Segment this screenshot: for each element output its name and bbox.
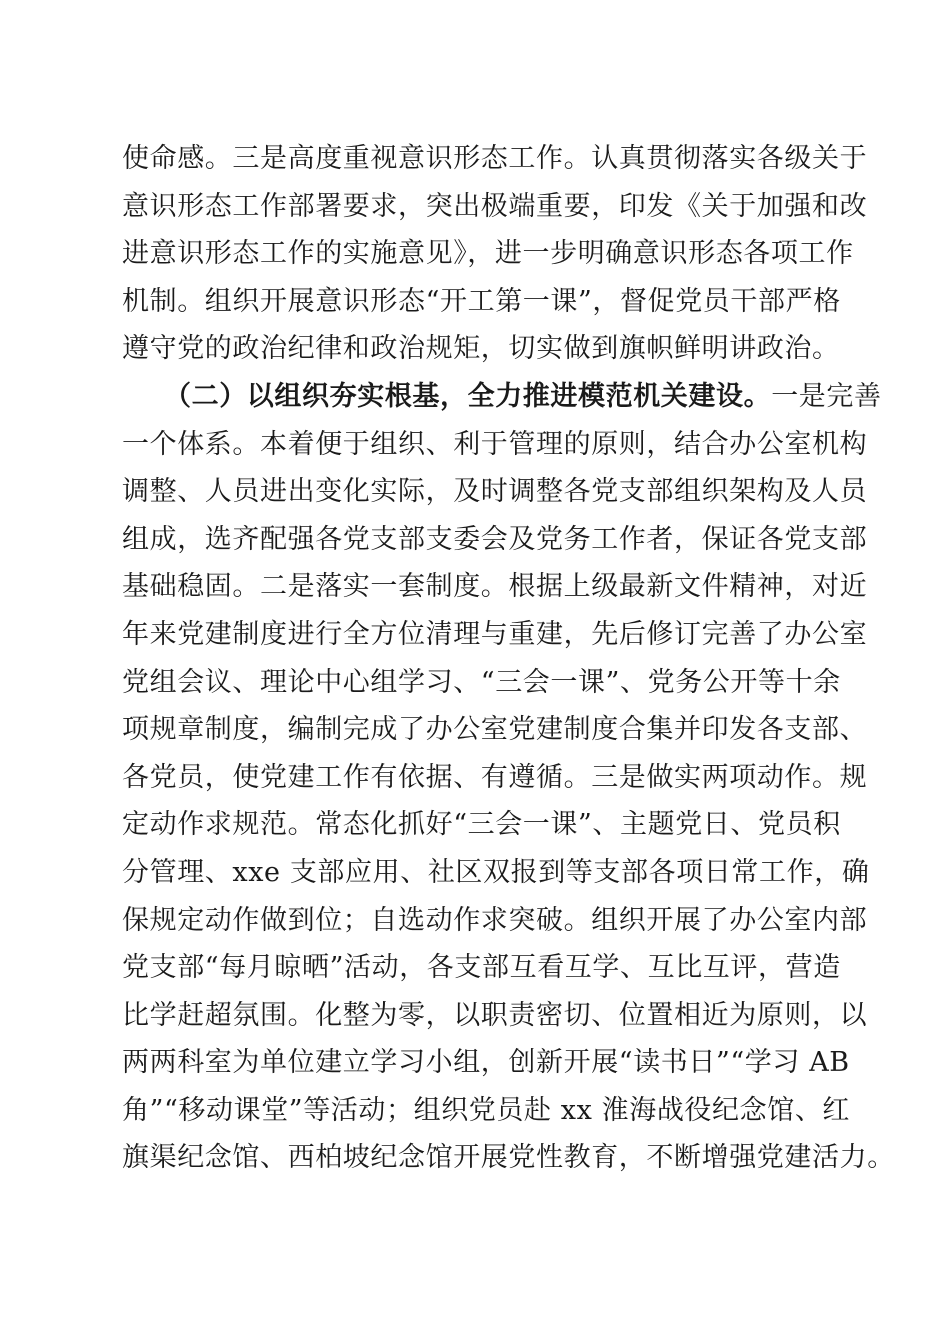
text-line	[122, 373, 882, 421]
text-line: 分管理、xxe 支部应用、社区双报到等支部各项日常工作，确	[122, 856, 870, 888]
text-line: 机制。组织开展意识形态“开工第一课”，督促党员干部严格	[122, 285, 841, 317]
text-line: 党组会议、理论中心组学习、“三会一课”、党务公开等十余	[122, 666, 841, 698]
text-fragment: 一是完善	[771, 380, 882, 412]
text-line: 旗渠纪念馆、西柏坡纪念馆开展党性教育，不断增强党建活力。	[122, 1142, 895, 1174]
text-line: 组成，选齐配强各党支部支委会及党务工作者，保证各党支部	[122, 523, 868, 555]
text-line: 一个体系。本着便于组织、利于管理的原则，结合办公室机构	[122, 428, 868, 460]
section-heading: （二）以组织夯实根基，全力推进模范机关建设。	[164, 380, 772, 412]
text-line: 党支部“每月晾晒”活动，各支部互看互学、互比互评，营造	[122, 952, 841, 984]
text-line: 各党员，使党建工作有依据、有遵循。三是做实两项动作。规	[122, 761, 868, 793]
text-line: 使命感。三是高度重视意识形态工作。认真贯彻落实各级关于	[122, 143, 868, 174]
text-line: 调整、人员进出变化实际，及时调整各党支部组织架构及人员	[122, 476, 868, 508]
text-line: 两两科室为单位建立学习小组，创新开展“读书日”“学习 AB	[122, 1047, 850, 1079]
text-line: 遵守党的政治纪律和政治规矩，切实做到旗帜鲜明讲政治。	[122, 333, 840, 365]
text-line: 年来党建制度进行全方位清理与重建，先后修订完善了办公室	[122, 618, 868, 650]
text-line: 保规定动作做到位；自选动作求突破。组织开展了办公室内部	[122, 904, 868, 936]
text-line: 项规章制度，编制完成了办公室党建制度合集并印发各支部、	[122, 714, 868, 746]
paragraph	[122, 373, 895, 1182]
text-line: 基础稳固。二是落实一套制度。根据上级最新文件精神，对近	[122, 571, 868, 603]
text-line: 进意识形态工作的实施意见》，进一步明确意识形态各项工作	[122, 238, 854, 270]
text-line: 比学赶超氛围。化整为零，以职责密切、位置相近为原则，以	[122, 999, 868, 1031]
text-line: 定动作求规范。常态化抓好“三会一课”、主题党日、党员积	[122, 809, 841, 841]
paragraph	[122, 135, 868, 373]
document-body	[122, 135, 895, 1182]
text-line: 意识形态工作部署要求，突出极端重要，印发《关于加强和改	[122, 190, 868, 222]
text-line: 角”“移动课堂”等活动；组织党员赴 xx 淮海战役纪念馆、红	[122, 1094, 851, 1126]
